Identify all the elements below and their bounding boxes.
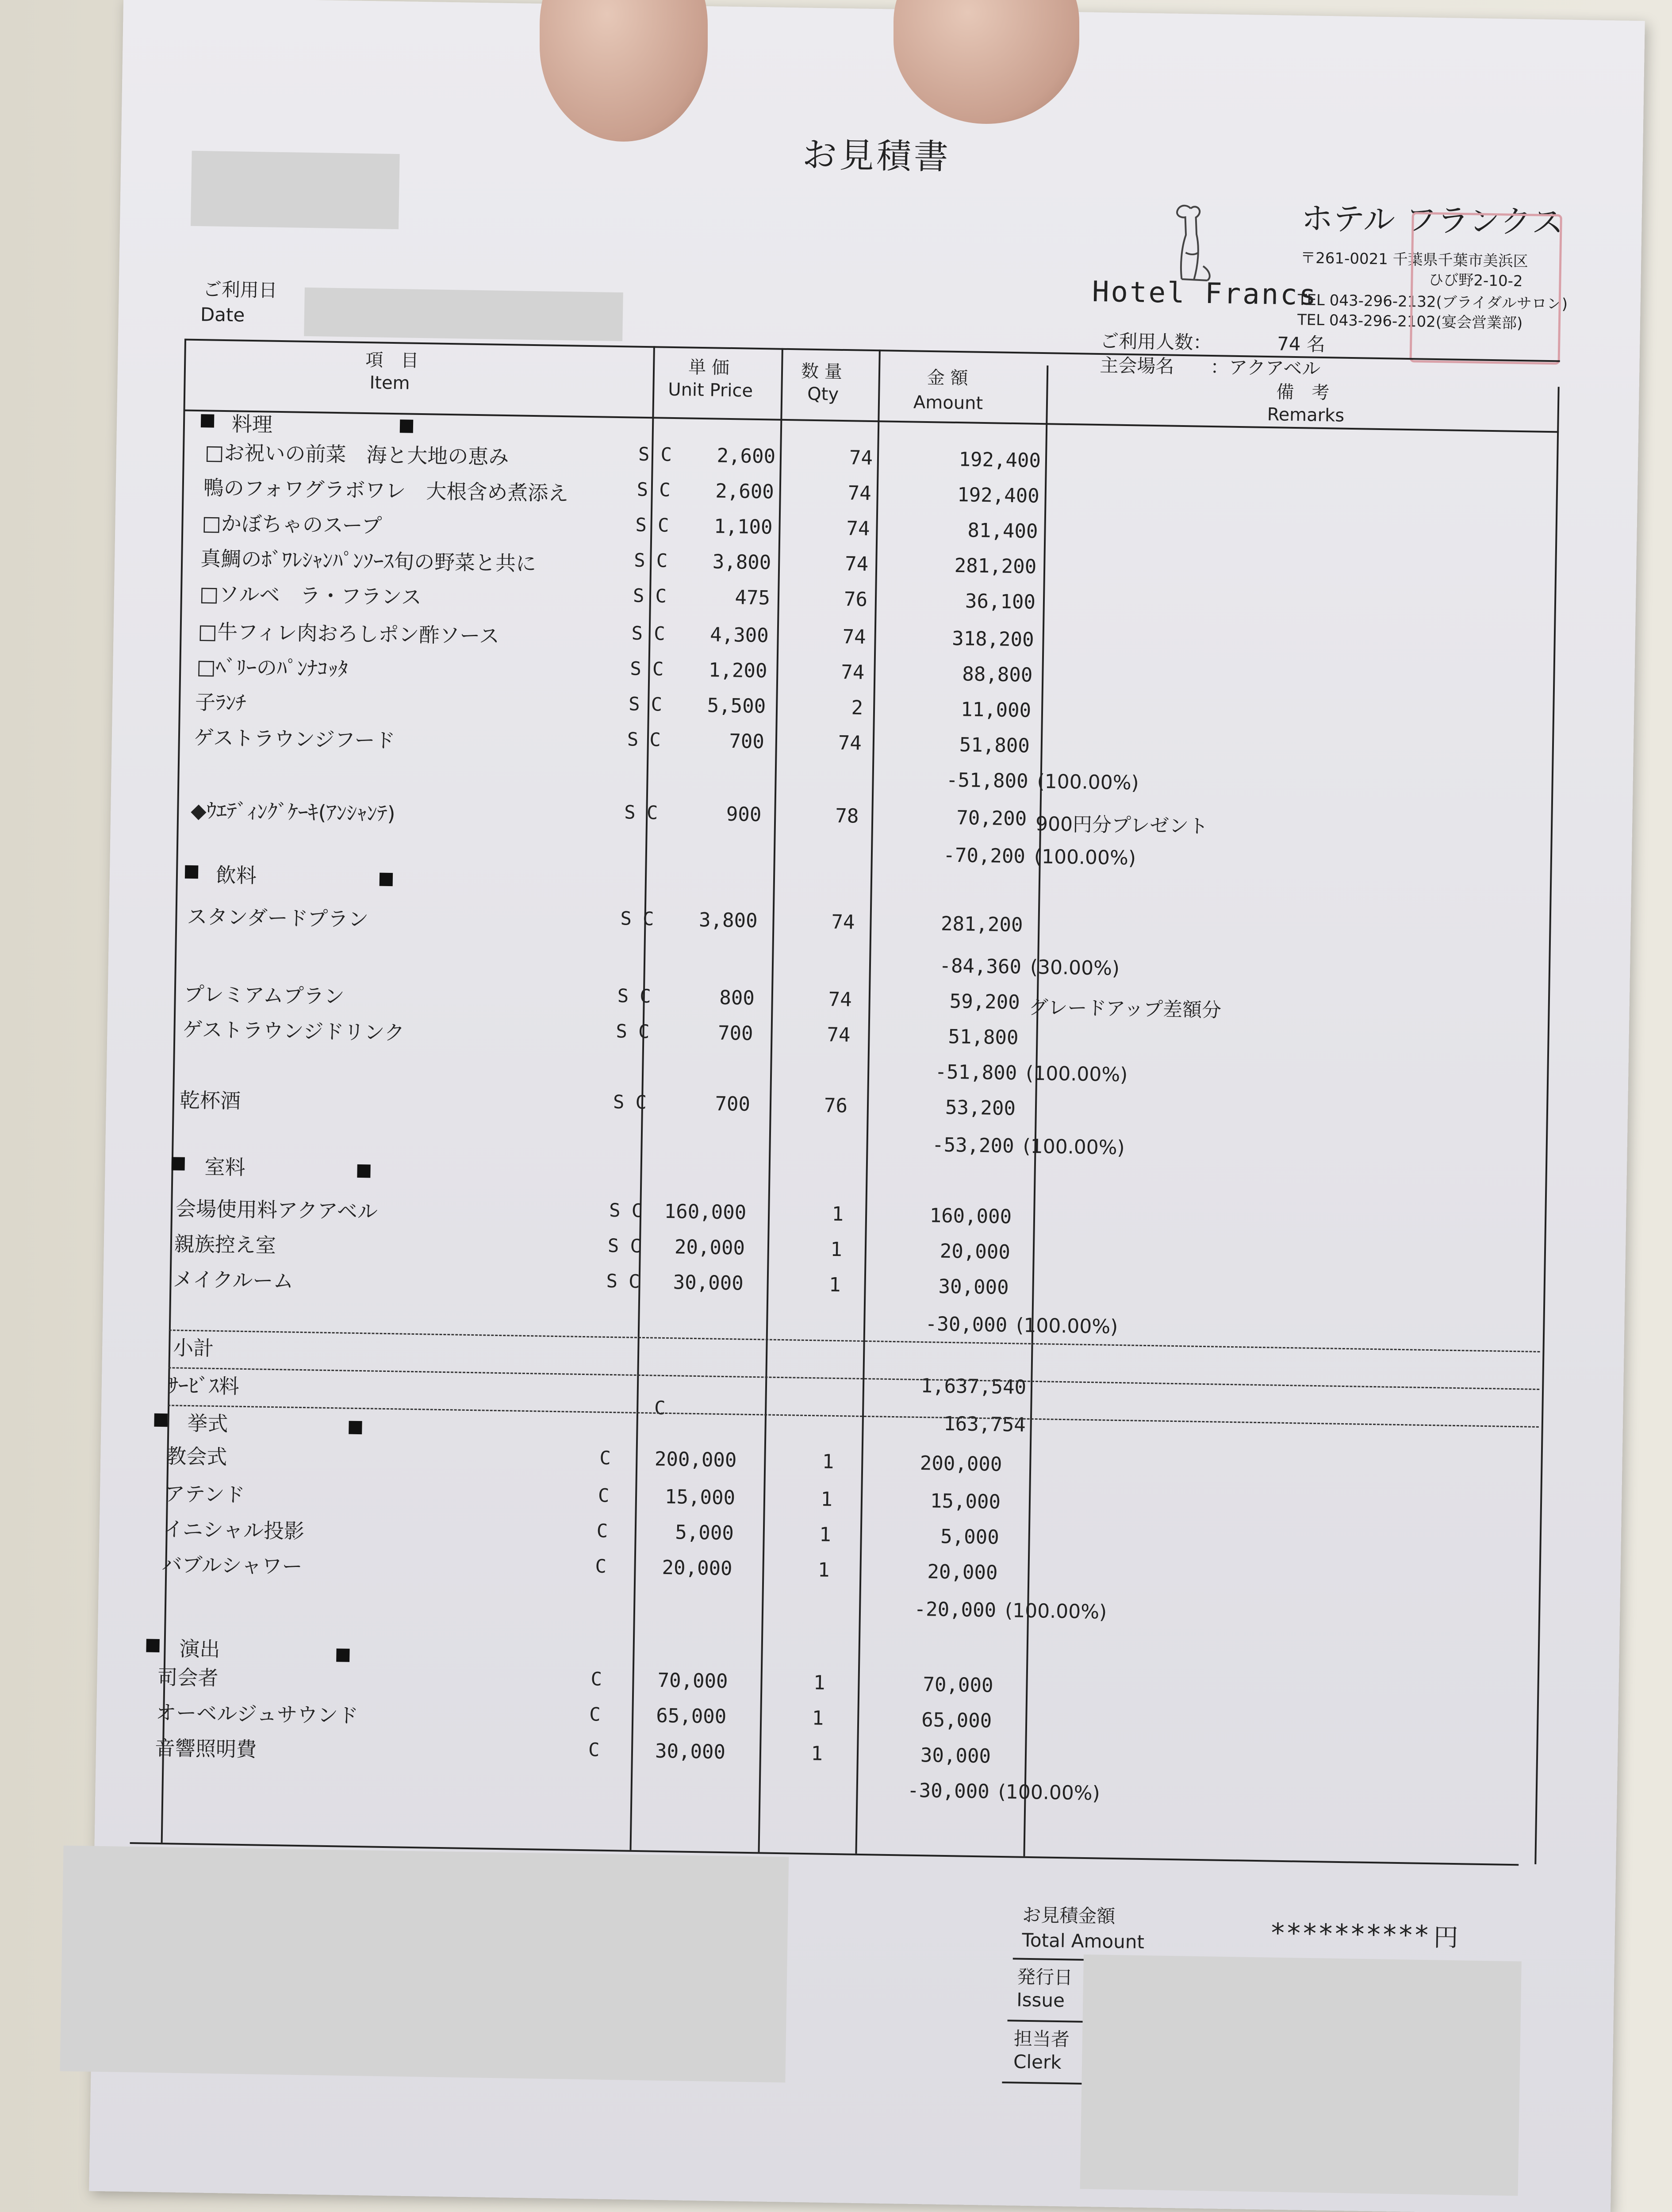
row-unit-price: 65,000 [656,1704,727,1728]
row-tax-code: C [596,1520,608,1542]
row-unit-price: 475 [735,586,771,610]
header-qty-en: Qty [807,384,839,405]
redacted-notes [60,1846,789,2083]
row-qty: 1 [830,1238,843,1261]
row-qty: 1 [821,1488,833,1511]
section-marker-ceremony-end [349,1421,362,1434]
row-amount: 30,000 [920,1744,991,1768]
venue-label: 主会場名 [1099,354,1174,377]
row-unit-price: 1,200 [708,659,767,683]
row-amount: -51,800 [946,768,1028,793]
row-qty: 74 [848,482,872,505]
row-amount: 15,000 [930,1490,1001,1513]
service-line-bottom [168,1405,1539,1428]
row-tax-code: S C [630,657,664,680]
redacted-customer-name [191,151,400,229]
row-qty: 74 [846,517,870,540]
row-tax-code: S C [635,514,669,536]
row-qty: 74 [831,910,855,934]
row-amount: 200,000 [920,1452,1002,1476]
row-item: 乾杯酒 [179,1088,241,1113]
row-item: ゲストラウンジドリンク [182,1017,405,1045]
row-amount: 11,000 [960,698,1032,722]
row-unit-price: 700 [717,1022,753,1045]
redacted-date [304,288,623,341]
row-amount: 70,200 [956,806,1027,830]
row-item: オーベルジュサウンド [155,1700,359,1728]
dog-logo-icon [1163,199,1226,284]
row-amount: -84,360 [939,954,1022,979]
row-amount: 51,800 [959,733,1030,757]
row-unit-price: 30,000 [673,1271,744,1295]
subtotal-amount: 1,637,540 [920,1374,1027,1399]
row-item: イニシャル投影 [163,1517,305,1544]
row-amount: 53,200 [945,1096,1016,1120]
header-item-en: Item [369,373,410,394]
section-marker-staging [146,1639,159,1652]
guests-label: ご利用人数： [1100,330,1212,354]
header-item-jp: 項 目 [365,349,419,371]
row-tax-code: S C [627,728,661,751]
row-unit-price: 2,600 [717,444,776,468]
issue-label-en: Issue [1016,1989,1065,2012]
row-qty: 74 [849,446,873,470]
row-remark: (100.00%) [1005,1599,1107,1624]
row-qty: 74 [842,626,867,649]
row-amount: -20,000 [914,1598,997,1622]
col-divider-amount [1023,365,1048,1856]
row-amount: -51,800 [935,1060,1017,1085]
row-remark: (100.00%) [998,1780,1101,1805]
row-tax-code: S C [638,443,672,465]
total-amount-value: ********** [1269,1917,1430,1951]
header-remarks-jp: 備 考 [1276,382,1330,403]
row-qty: 74 [828,988,852,1011]
row-amount: 192,400 [957,484,1040,507]
header-price-jp: 単 価 [688,357,730,378]
total-label-jp: お見積金額 [1022,1904,1116,1928]
total-label-en: Total Amount [1022,1929,1145,1953]
row-tax-code: C [588,1739,600,1761]
section-room: 室料 [204,1155,246,1179]
row-tax-code: S C [628,693,663,715]
row-amount: 192,400 [959,448,1041,472]
row-amount: -30,000 [907,1779,990,1803]
row-qty: 2 [851,696,863,719]
row-unit-price: 800 [719,986,755,1010]
header-amount-en: Amount [913,392,983,414]
row-item: 会場使用料アクアベル [175,1196,378,1224]
row-item: 鴨のフォワグラボワレ 大根含め煮添え [203,476,569,506]
header-amount-jp: 金 額 [927,367,968,389]
row-tax-code: C [595,1555,607,1577]
row-remark: (100.00%) [1016,1314,1118,1338]
row-item: 子ﾗﾝﾁ [195,690,246,715]
hotel-tel-banquet: TEL 043-296-2102(宴会営業部) [1297,311,1523,333]
row-unit-price: 3,800 [698,908,758,933]
hotel-tel-bridal: TEL 043-296-2132(ブライダルサロン) [1297,291,1568,313]
row-amount: 70,000 [923,1673,993,1697]
row-qty: 1 [813,1671,825,1694]
row-amount: 36,100 [965,590,1036,614]
row-remark: (30.00%) [1030,956,1120,980]
row-amount: 281,200 [940,912,1023,937]
row-amount: -53,200 [932,1133,1015,1158]
table-header-border [183,410,1559,433]
row-qty: 78 [835,804,859,828]
row-item: 親族控え室 [174,1232,276,1258]
header-remarks-en: Remarks [1267,404,1345,426]
row-unit-price: 5,000 [675,1521,734,1545]
row-remark: (100.00%) [1023,1135,1125,1160]
row-amount: 30,000 [938,1275,1009,1299]
section-staging: 演出 [179,1636,220,1662]
row-qty: 74 [827,1023,851,1047]
row-tax-code: C [598,1484,610,1506]
row-tax-code: S C [631,622,665,645]
row-remark: グレードアップ差額分 [1028,996,1222,1022]
row-unit-price: 700 [715,1092,751,1116]
row-amount: 318,200 [951,627,1034,651]
row-unit-price: 5,500 [707,694,766,718]
row-item: □ﾍﾞﾘｰのﾊﾟﾝﾅｺｯﾀ [196,655,349,681]
row-amount: 65,000 [921,1709,992,1732]
row-item: バブルシャワー [161,1552,303,1579]
subtotal-label: 小計 [173,1336,214,1360]
row-tax-code: C [599,1447,611,1469]
estimate-sheet [89,0,1645,2212]
row-tax-code: S C [617,985,652,1007]
row-qty: 76 [824,1094,848,1118]
row-tax-code: S C [609,1199,643,1222]
row-remark: (100.00%) [1037,770,1139,795]
date-label-en: Date [200,303,245,326]
row-amount: 88,800 [962,663,1033,687]
row-unit-price: 4,300 [709,623,769,647]
row-qty: 1 [812,1707,824,1730]
row-item: ◆ｳｴﾃﾞｨﾝｸﾞｹｰｷ(ｱﾝｼｬﾝﾃ) [190,798,395,826]
row-unit-price: 15,000 [664,1485,736,1509]
section-marker-room [172,1157,185,1170]
row-remark: 900円分プレゼント [1035,812,1208,838]
row-unit-price: 160,000 [664,1200,747,1224]
subtotal-line-top [169,1329,1540,1352]
row-qty: 74 [844,553,869,576]
hotel-seal-stamp [1410,212,1562,365]
date-label-jp: ご利用日 [203,278,278,301]
row-item: アテンド [164,1482,245,1507]
clerk-underline [1002,2081,1090,2085]
redacted-issuer [1080,1955,1522,2196]
venue-value: ：アクアベル [1210,356,1321,380]
row-amount: 59,200 [949,990,1020,1014]
section-marker-food [201,414,214,427]
row-item: □牛フィレ肉おろしポン酢ソース [198,619,500,648]
row-unit-price: 20,000 [674,1236,745,1260]
row-amount: -70,200 [943,844,1026,868]
row-tax-code: S C [607,1234,642,1257]
section-marker-staging-end [336,1648,349,1662]
row-item: ゲストラウンジフード [193,725,395,753]
row-amount: 81,400 [967,519,1038,543]
row-item: □ソルベ ラ・フランス [199,582,422,610]
section-marker-drink [185,865,198,879]
row-qty: 74 [838,731,862,755]
row-remark: (100.00%) [1034,845,1136,870]
section-marker-ceremony [154,1413,167,1427]
hotel-name-en: Hotel Francs [1092,275,1318,312]
row-item: 司会者 [157,1665,219,1690]
row-tax-code: S C [620,907,654,930]
row-amount: 20,000 [940,1240,1011,1264]
row-tax-code: C [591,1668,602,1690]
row-item: □お祝いの前菜 海と大地の恵み [204,440,509,469]
row-unit-price: 900 [726,803,762,826]
total-yen: 円 [1433,1923,1459,1953]
service-tax: C [654,1397,666,1419]
row-unit-price: 20,000 [662,1556,732,1580]
section-marker-food-end [400,419,413,433]
row-unit-price: 70,000 [657,1669,728,1693]
row-tax-code: S C [624,801,658,824]
row-tax-code: S C [613,1091,647,1114]
section-food: 料理 [231,412,273,437]
row-qty: 1 [811,1742,823,1765]
row-amount: 5,000 [940,1525,1000,1549]
row-qty: 1 [819,1523,832,1546]
row-item: 音響照明費 [154,1736,257,1762]
row-item: 教会式 [165,1444,227,1469]
row-unit-price: 3,800 [712,550,771,574]
row-qty: 1 [822,1450,834,1473]
row-tax-code: S C [637,478,671,501]
header-price-en: Unit Price [668,379,753,401]
row-item: 真鯛のﾎﾞﾜﾚｼｬﾝﾊﾟﾝｿｰｽ旬の野菜と共に [200,546,537,576]
service-line-top [168,1367,1539,1390]
row-tax-code: S C [633,584,667,607]
row-item: スタンダードプラン [187,904,369,932]
issue-label-jp: 発行日 [1016,1966,1073,1989]
row-amount: -30,000 [925,1313,1008,1337]
row-unit-price: 700 [729,730,765,753]
row-qty: 1 [832,1202,844,1226]
row-item: プレミアムプラン [184,982,345,1009]
clerk-label-jp: 担当者 [1013,2028,1070,2051]
clerk-label-en: Clerk [1013,2051,1062,2074]
hotel-name-jp: ホテル フランクス [1300,200,1564,241]
row-qty: 1 [828,1273,841,1297]
section-ceremony: 挙式 [187,1411,228,1436]
row-amount: 160,000 [929,1204,1012,1229]
row-amount: 51,800 [948,1025,1019,1049]
row-unit-price: 2,600 [715,480,775,503]
row-unit-price: 1,100 [713,515,773,539]
section-marker-drink-end [380,873,393,886]
hotel-postal: 〒261-0021 千葉県千葉市美浜区 [1300,249,1528,271]
row-qty: 76 [844,588,868,611]
document-title: お見積書 [802,135,951,177]
row-qty: 1 [817,1559,830,1582]
row-remark: (100.00%) [1025,1062,1128,1087]
section-marker-room-end [357,1164,370,1178]
row-unit-price: 30,000 [655,1740,726,1764]
row-amount: 20,000 [927,1560,998,1584]
guests-value: 74 名 [1277,333,1326,356]
row-qty: 74 [841,661,865,684]
service-amount: 163,754 [943,1412,1026,1436]
row-unit-price: 200,000 [654,1448,737,1472]
hotel-address: ひび野2-10-2 [1428,271,1523,291]
row-item: □かぼちゃのスープ [202,511,382,538]
row-amount: 281,200 [954,554,1037,578]
header-qty-jp: 数 量 [801,361,843,382]
row-tax-code: S C [606,1270,640,1292]
row-tax-code: S C [633,549,668,572]
row-tax-code: C [589,1703,601,1725]
section-drink: 飲料 [215,863,257,888]
row-item: メイクルーム [173,1267,294,1293]
table-right-border [1534,387,1559,1864]
row-tax-code: S C [616,1020,650,1043]
service-label: ｻｰﾋﾞｽ料 [168,1373,240,1398]
